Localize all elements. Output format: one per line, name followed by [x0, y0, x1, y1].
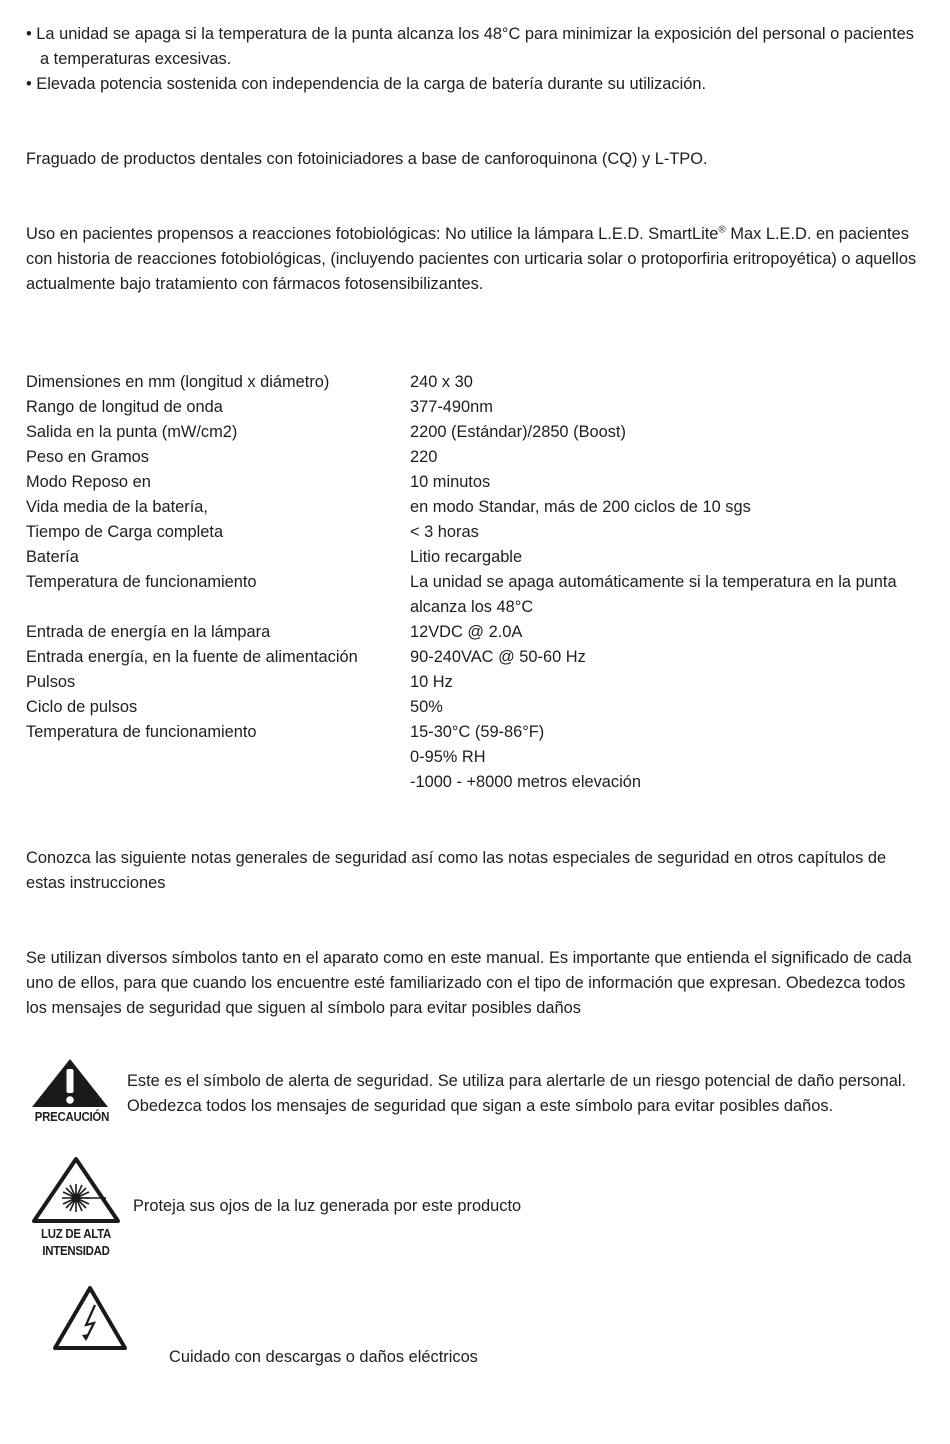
- spec-row: [26, 420, 926, 445]
- spec-label: Tiempo de Carga completa: [26, 523, 224, 541]
- laser-symbol: [30, 1157, 122, 1259]
- spec-label: [26, 745, 410, 770]
- spec-value: -1000 - +8000 metros elevación: [410, 773, 641, 791]
- spec-value: 50%: [410, 698, 443, 716]
- spec-value: 0-95% RH: [410, 748, 486, 766]
- spec-value: 220: [410, 448, 438, 466]
- spec-label: Dimensiones en mm (longitud x diámetro): [26, 373, 330, 391]
- indication-text: Fraguado de productos dentales con fotoiniciadores a base de canforoquinona (CQ) y L-TPO.: [26, 150, 708, 168]
- spec-label: Batería: [26, 548, 79, 566]
- spec-value: < 3 horas: [410, 523, 479, 541]
- electric-hazard-icon: [52, 1285, 128, 1351]
- laser-light-icon: [30, 1157, 122, 1223]
- spec-label: Temperatura de funcionamiento: [26, 723, 257, 741]
- safety-general-text: Conozca las siguiente notas generales de seguridad así como las notas especiales de seguridad en otros capítulos de estas instrucciones: [26, 849, 887, 892]
- spec-row: [26, 670, 926, 695]
- spec-label: Entrada de energía en la lámpara: [26, 623, 271, 641]
- laser-label: LUZ DE ALTA INTENSIDAD: [41, 1226, 111, 1258]
- spec-label: Ciclo de pulsos: [26, 698, 138, 716]
- electric-text: Cuidado con descargas o daños eléctricos: [169, 1348, 478, 1366]
- symbols-intro-text: Se utilizan diversos símbolos tanto en el aparato como en este manual. Es importante que entienda el significado de cada uno de ellos, para que cuando los encuentre esté familiarizado con el tipo de información que expresan. Obedezca todos los mensajes de seguridad que siguen al símbolo para evitar posibles daños: [26, 949, 912, 1017]
- bullet-item: • Elevada potencia sostenida con independencia de la carga de batería durante su utilización.: [26, 75, 707, 93]
- spec-value: en modo Standar, más de 200 ciclos de 10 sgs: [410, 498, 751, 516]
- spec-value: 10 Hz: [410, 673, 453, 691]
- spec-label: Peso en Gramos: [26, 448, 149, 466]
- bullet-item: • La unidad se apaga si la temperatura de la punta alcanza los 48°C para minimizar la exposición del personal o pacientes a temperaturas excesivas.: [26, 25, 914, 68]
- spec-label: Salida en la punta (mW/cm2): [26, 423, 238, 441]
- caution-text: Este es el símbolo de alerta de seguridad. Se utiliza para alertarle de un riesgo potencial de daño personal. Obedezca todos los mensajes de seguridad que sigan a este símbolo para evitar posibles daños.: [127, 1072, 907, 1115]
- spec-row: [26, 720, 926, 745]
- spec-value: 240 x 30: [410, 373, 473, 391]
- contraindication-text: Uso en pacientes propensos a reacciones fotobiológicas: No utilice la lámpara L.E.D. SmartLite® Max L.E.D. en pacientes con historia de reacciones fotobiológicas, (incluyendo pacientes con urticaria solar o protoporfiria eritropoyética) o aquellos actualmente bajo tratamiento con fármacos fotosensibilizantes.: [26, 224, 917, 293]
- spec-row: [26, 745, 926, 770]
- spec-row: [26, 545, 926, 570]
- spec-value: 377-490nm: [410, 398, 493, 416]
- spec-value: La unidad se apaga automáticamente si la temperatura en la punta alcanza los 48°C: [410, 573, 897, 616]
- spec-row: [26, 770, 926, 795]
- spec-label: Modo Reposo en: [26, 473, 151, 491]
- laser-text: Proteja sus ojos de la luz generada por este producto: [133, 1197, 522, 1215]
- spec-row: [26, 370, 926, 395]
- spec-row: [26, 395, 926, 420]
- spec-label: Pulsos: [26, 673, 76, 691]
- spec-value: Litio recargable: [410, 548, 523, 566]
- spec-row: [26, 695, 926, 720]
- spec-label: Temperatura de funcionamiento: [26, 573, 257, 591]
- spec-row: [26, 495, 926, 520]
- spec-row: [26, 445, 926, 470]
- spec-label: [26, 770, 410, 795]
- specs-table: [26, 370, 926, 795]
- warning-exclamation-icon: [30, 1058, 110, 1108]
- spec-value: 12VDC @ 2.0A: [410, 623, 523, 641]
- spec-label: Entrada energía, en la fuente de alimentación: [26, 648, 358, 666]
- caution-label: PRECAUCIÓN: [34, 1109, 110, 1124]
- electric-symbol: [52, 1285, 128, 1351]
- caution-symbol: [30, 1058, 110, 1125]
- spec-row: [26, 620, 926, 645]
- spec-value: 90-240VAC @ 50-60 Hz: [410, 648, 586, 666]
- spec-row: [26, 570, 926, 620]
- spec-value: 15-30°C (59-86°F): [410, 723, 545, 741]
- spec-label: Vida media de la batería,: [26, 498, 208, 516]
- spec-row: [26, 520, 926, 545]
- intro-bullets: [26, 22, 926, 97]
- spec-value: 10 minutos: [410, 473, 491, 491]
- spec-row: [26, 470, 926, 495]
- spec-row: [26, 645, 926, 670]
- spec-label: Rango de longitud de onda: [26, 398, 223, 416]
- spec-value: 2200 (Estándar)/2850 (Boost): [410, 423, 626, 441]
